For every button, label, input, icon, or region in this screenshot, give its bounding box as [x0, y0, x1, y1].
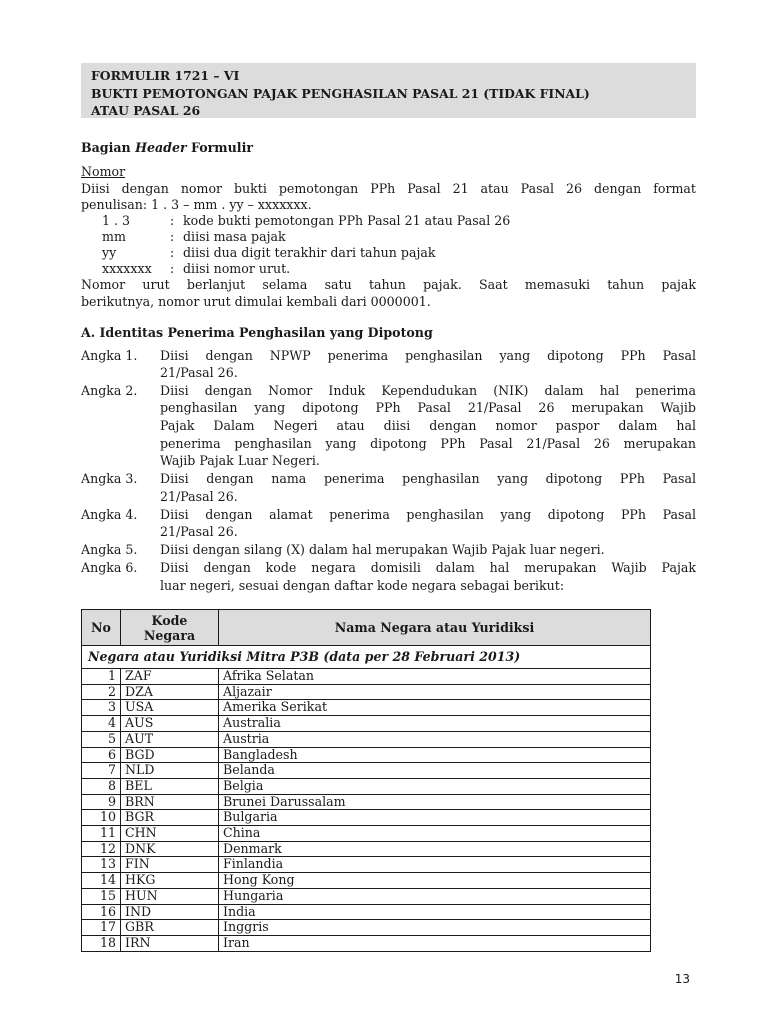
row-kode-cell: FIN [121, 857, 219, 873]
table-row [82, 920, 651, 936]
row-nama-cell: Australia [219, 716, 651, 732]
row-nama-cell: Bangladesh [219, 747, 651, 763]
row-nama-cell: Hungaria [219, 888, 651, 904]
row-kode-cell: DNK [121, 841, 219, 857]
format-sep: : [170, 213, 175, 228]
row-kode-cell: BRN [121, 794, 219, 810]
row-nama-cell: Aljazair [219, 684, 651, 700]
table-row [82, 684, 651, 700]
angka-text-line: Diisi dengan kode negara domisili dalam hal merupakan Wajib Pajak [160, 560, 696, 575]
row-no-cell: 14 [82, 873, 121, 889]
row-no-cell: 3 [82, 700, 121, 716]
form-title-line-3: ATAU PASAL 26 [91, 103, 201, 118]
angka-text-line: Diisi dengan nama penerima penghasilan yang dipotong PPh Pasal [160, 471, 696, 486]
table-row [82, 700, 651, 716]
angka-label: Angka 6. [81, 560, 138, 575]
table-row [82, 716, 651, 732]
row-nama-cell: Austria [219, 731, 651, 747]
row-nama-cell: India [219, 904, 651, 920]
row-nama-cell: Belgia [219, 778, 651, 794]
format-row [102, 261, 290, 276]
form-title-line-1: FORMULIR 1721 – VI [91, 68, 240, 83]
header-heading-italic: Header [135, 140, 187, 155]
row-nama-cell: Belanda [219, 763, 651, 779]
row-no-cell: 9 [82, 794, 121, 810]
table-row [82, 763, 651, 779]
table-row [82, 794, 651, 810]
angka-label: Angka 2. [81, 383, 138, 398]
angka-text-line: Diisi dengan Nomor Induk Kependudukan (NIK) dalam hal penerima [160, 383, 696, 398]
nomor-para-2-line-1: Nomor urut berlanjut selama satu tahun pajak. Saat memasuki tahun pajak [81, 277, 696, 292]
row-no-cell: 1 [82, 669, 121, 685]
nomor-para-1-line-1: Diisi dengan nomor bukti pemotongan PPh Pasal 21 atau Pasal 26 dengan format [81, 181, 696, 196]
row-nama-cell: Bulgaria [219, 810, 651, 826]
row-no-cell: 2 [82, 684, 121, 700]
row-kode-cell: CHN [121, 826, 219, 842]
row-nama-cell: Brunei Darussalam [219, 794, 651, 810]
table-row [82, 810, 651, 826]
table-row [82, 747, 651, 763]
table-row [82, 841, 651, 857]
row-no-cell: 5 [82, 731, 121, 747]
row-no-cell: 4 [82, 716, 121, 732]
row-no-cell: 12 [82, 841, 121, 857]
row-kode-cell: HUN [121, 888, 219, 904]
angka-label: Angka 5. [81, 542, 138, 557]
table-header-row [82, 610, 651, 646]
header-section-heading [81, 140, 253, 155]
format-desc: diisi masa pajak [183, 229, 286, 244]
format-row [102, 245, 436, 260]
col-header-kode-line-2: Negara [143, 627, 196, 643]
row-kode-cell: AUS [121, 716, 219, 732]
angka-text-line: Pajak Dalam Negeri atau diisi dengan nomor paspor dalam hal [160, 418, 696, 433]
table-row [82, 669, 651, 685]
angka-text-line: Diisi dengan NPWP penerima penghasilan yang dipotong PPh Pasal [160, 348, 696, 363]
section-a-heading: A. Identitas Penerima Penghasilan yang Dipotong [81, 325, 433, 340]
country-code-table [81, 609, 651, 952]
angka-text-line: luar negeri, sesuai dengan daftar kode negara sebagai berikut: [160, 578, 565, 593]
nomor-para-1-line-2: penulisan: 1 . 3 – mm . yy – xxxxxxx. [81, 197, 312, 212]
row-nama-cell: Finlandia [219, 857, 651, 873]
format-key: yy [102, 245, 117, 260]
angka-text-line: penghasilan yang dipotong PPh Pasal 21/Pasal 26 merupakan Wajib [160, 400, 696, 415]
angka-text-line: 21/Pasal 26. [160, 365, 238, 380]
angka-text-line: Diisi dengan silang (X) dalam hal merupakan Wajib Pajak luar negeri. [160, 542, 605, 557]
row-kode-cell: USA [121, 700, 219, 716]
format-sep: : [170, 229, 175, 244]
table-row [82, 778, 651, 794]
format-key: 1 . 3 [102, 213, 131, 228]
nomor-para-2-line-2: berikutnya, nomor urut dimulai kembali dari 0000001. [81, 294, 431, 309]
row-kode-cell: IND [121, 904, 219, 920]
page-number: 13 [674, 972, 690, 986]
form-title-box [81, 63, 696, 118]
format-desc: diisi nomor urut. [183, 261, 291, 276]
row-nama-cell: China [219, 826, 651, 842]
row-kode-cell: AUT [121, 731, 219, 747]
row-kode-cell: NLD [121, 763, 219, 779]
angka-text-line: 21/Pasal 26. [160, 489, 238, 504]
col-header-kode [121, 610, 219, 646]
table-row [82, 935, 651, 951]
row-nama-cell: Hong Kong [219, 873, 651, 889]
row-no-cell: 11 [82, 826, 121, 842]
row-kode-cell: ZAF [121, 669, 219, 685]
row-kode-cell: GBR [121, 920, 219, 936]
table-row [82, 873, 651, 889]
row-kode-cell: DZA [121, 684, 219, 700]
row-nama-cell: Afrika Selatan [219, 669, 651, 685]
form-title-line-2: BUKTI PEMOTONGAN PAJAK PENGHASILAN PASAL 21 (TIDAK FINAL) [91, 85, 590, 101]
table-row [82, 826, 651, 842]
angka-text-line: penerima penghasilan yang dipotong PPh Pasal 21/Pasal 26 merupakan [160, 436, 696, 451]
format-key: xxxxxxx [102, 261, 152, 276]
row-kode-cell: BGD [121, 747, 219, 763]
table-group-row [82, 646, 651, 669]
angka-text-line: Wajib Pajak Luar Negeri. [160, 453, 320, 468]
row-kode-cell: BEL [121, 778, 219, 794]
format-row [102, 213, 510, 228]
row-no-cell: 6 [82, 747, 121, 763]
format-desc: diisi dua digit terakhir dari tahun pajak [183, 245, 436, 260]
table-row [82, 904, 651, 920]
row-nama-cell: Denmark [219, 841, 651, 857]
row-kode-cell: BGR [121, 810, 219, 826]
table-row [82, 888, 651, 904]
row-nama-cell: Inggris [219, 920, 651, 936]
format-sep: : [170, 245, 175, 260]
format-row [102, 229, 286, 244]
table-row [82, 857, 651, 873]
angka-label: Angka 1. [81, 348, 138, 363]
angka-text-line: Diisi dengan alamat penerima penghasilan yang dipotong PPh Pasal [160, 507, 696, 522]
table-row [82, 731, 651, 747]
angka-label: Angka 4. [81, 507, 138, 522]
format-desc: kode bukti pemotongan PPh Pasal 21 atau Pasal 26 [183, 213, 511, 228]
row-no-cell: 7 [82, 763, 121, 779]
row-no-cell: 16 [82, 904, 121, 920]
col-header-nama: Nama Negara atau Yuridiksi [219, 610, 651, 646]
row-nama-cell: Amerika Serikat [219, 700, 651, 716]
nomor-label: Nomor [81, 164, 126, 179]
row-no-cell: 18 [82, 935, 121, 951]
header-heading-suffix: Formulir [186, 140, 253, 155]
row-kode-cell: IRN [121, 935, 219, 951]
angka-text-line: 21/Pasal 26. [160, 524, 238, 539]
row-nama-cell: Iran [219, 935, 651, 951]
row-no-cell: 17 [82, 920, 121, 936]
col-header-no: No [82, 610, 121, 646]
angka-label: Angka 3. [81, 471, 138, 486]
format-sep: : [170, 261, 175, 276]
format-key: mm [102, 229, 126, 244]
row-no-cell: 8 [82, 778, 121, 794]
header-heading-prefix: Bagian [81, 140, 136, 155]
row-no-cell: 10 [82, 810, 121, 826]
col-header-kode-line-1: Kode [151, 612, 188, 628]
row-kode-cell: HKG [121, 873, 219, 889]
row-no-cell: 13 [82, 857, 121, 873]
row-no-cell: 15 [82, 888, 121, 904]
group-label: Negara atau Yuridiksi Mitra P3B (data per 28 Februari 2013) [82, 646, 651, 669]
